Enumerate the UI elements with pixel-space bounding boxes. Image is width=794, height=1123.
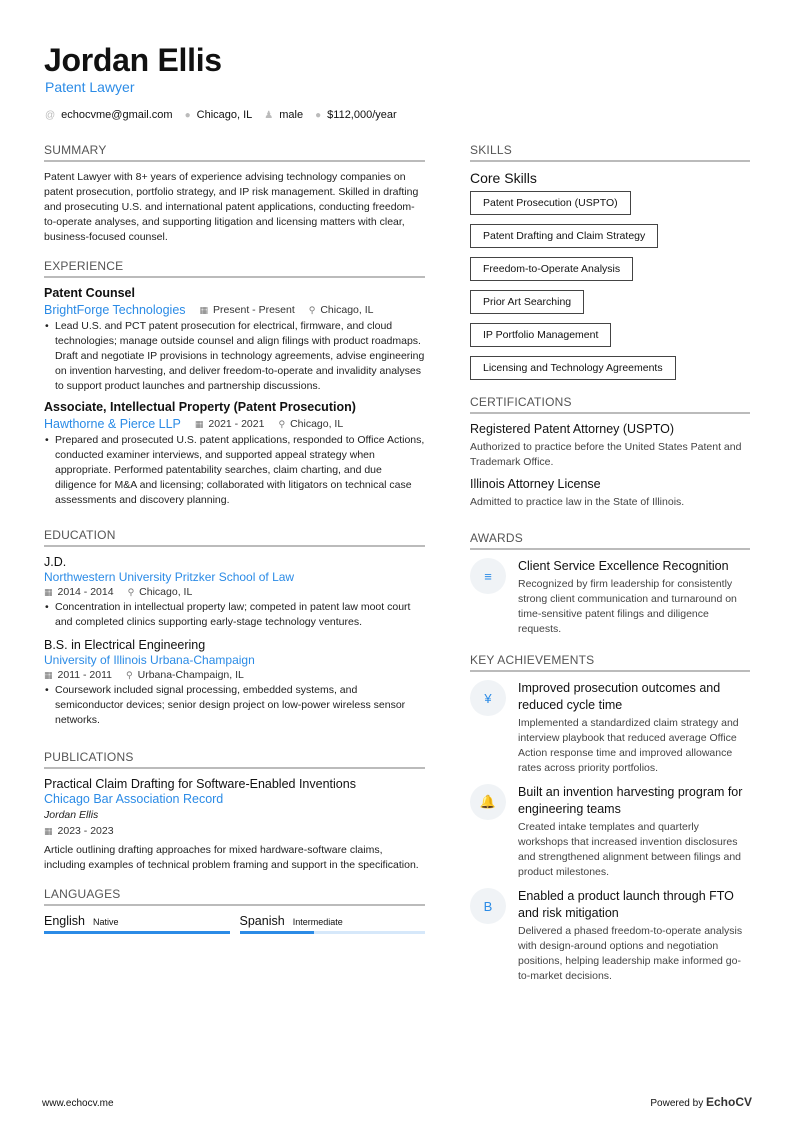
language-level: Native xyxy=(93,917,119,927)
footer-website[interactable]: www.echocv.me xyxy=(42,1098,114,1109)
powered-by: Powered by xyxy=(650,1098,704,1109)
achievements-text: Created intake templates and quarterly workshops that increased invention disclosures and strengthened alignment between filings and product milestones. xyxy=(518,821,741,878)
location-icon: ● xyxy=(184,109,191,121)
skills-heading: SKILLS xyxy=(470,143,750,162)
letter-b-icon: B xyxy=(470,888,506,924)
calendar-icon: ▦ xyxy=(194,418,204,429)
language-item xyxy=(44,914,230,934)
achievements-item xyxy=(470,680,750,776)
location-icon: ⚲ xyxy=(126,669,133,680)
language-bar xyxy=(44,931,230,934)
email[interactable]: echocvme@gmail.com xyxy=(61,109,173,121)
certifications-heading: CERTIFICATIONS xyxy=(470,395,750,414)
contact-info xyxy=(45,109,397,121)
language-item xyxy=(240,914,426,934)
awards-heading: AWARDS xyxy=(470,531,750,550)
location-icon: ⚲ xyxy=(278,418,286,429)
awards-item xyxy=(470,558,750,637)
brand-logo[interactable]: EchoCV xyxy=(705,1095,752,1109)
summary-text: Patent Lawyer with 8+ years of experience advising technology companies on patent prosecution, portfolio strategy, and IP risk management. Skilled in drafting and prosecuting U.S. and international patent applications, conducting freedom-to-operate analyses, and supporting litigation and licensing matters with clear, business-focused counsel. xyxy=(44,171,419,243)
person-icon: ♟ xyxy=(264,109,274,121)
education-dates: 2011 - 2011 xyxy=(57,669,113,681)
achievements-item xyxy=(470,784,750,880)
certification-name: Registered Patent Attorney (USPTO) xyxy=(470,422,675,436)
experience-dates: 2021 - 2021 xyxy=(208,418,265,430)
education-item xyxy=(44,555,425,630)
job-title: Patent Lawyer xyxy=(45,79,135,95)
company-name: BrightForge Technologies xyxy=(44,303,186,317)
right-column xyxy=(470,143,750,992)
education-heading: EDUCATION xyxy=(44,528,425,547)
education-item xyxy=(44,638,425,728)
degree: B.S. in Electrical Engineering xyxy=(44,638,206,652)
publications-heading: PUBLICATIONS xyxy=(44,750,425,769)
left-column xyxy=(44,143,425,934)
bell-icon: 🔔 xyxy=(470,784,506,820)
language-name: English xyxy=(44,914,85,928)
certification-name: Illinois Attorney License xyxy=(470,477,601,491)
experience-bullet: • Lead U.S. and PCT patent prosecution for electrical, firmware, and cloud technologies; manage outside counsel and align filings with product roadmaps. Draft and negotiate IP provisions in technology agreements, advise engineering on invention harvesting, and deliver freedom-to-operate and invalidity analyses to support product launches and partnership discussions. xyxy=(44,319,425,394)
skills-group: Core Skills xyxy=(470,170,537,186)
calendar-icon: ▦ xyxy=(44,586,53,597)
education-location: Chicago, IL xyxy=(139,586,193,598)
location-icon: ⚲ xyxy=(127,586,135,597)
calendar-icon: ▦ xyxy=(199,304,209,315)
school: Northwestern University Pritzker School of Law xyxy=(44,570,295,584)
achievements-title: Enabled a product launch through FTO and risk mitigation xyxy=(518,889,734,920)
education-location: Urbana-Champaign, IL xyxy=(137,669,244,681)
publication-publisher: Chicago Bar Association Record xyxy=(44,792,224,806)
publication-author: Jordan Ellis xyxy=(44,809,99,821)
skill-tag: Prior Art Searching xyxy=(470,290,584,314)
experience-location: Chicago, IL xyxy=(290,418,344,430)
experience-dates: Present - Present xyxy=(213,304,295,316)
education-dates: 2014 - 2014 xyxy=(57,586,114,598)
awards-text: Recognized by firm leadership for consistently strong client communication and turnaround on time-sensitive patent filings and diligence requests. xyxy=(518,578,737,635)
publication-item xyxy=(44,777,425,873)
certification-item xyxy=(470,477,750,510)
money-icon: ● xyxy=(315,109,322,121)
school: University of Illinois Urbana-Champaign xyxy=(44,653,255,667)
skill-tag: Patent Drafting and Claim Strategy xyxy=(470,224,658,248)
degree: J.D. xyxy=(44,555,67,569)
calendar-icon: ▦ xyxy=(44,825,53,836)
achievements-text: Delivered a phased freedom-to-operate analysis with design-around options and negotiation positions, helping leadership make informed go-to-market decisions. xyxy=(518,925,743,982)
achievements-item xyxy=(470,888,750,984)
experience-item xyxy=(44,286,425,394)
at-icon: @ xyxy=(45,109,56,121)
salary: $112,000/year xyxy=(327,109,397,121)
calendar-icon: ▦ xyxy=(44,669,53,680)
publication-text: Article outlining drafting approaches for mixed hardware-software claims, including examples of technical problem framing and support in the specification. xyxy=(44,844,419,871)
language-bar-fill xyxy=(44,931,230,934)
achievements-text: Implemented a standardized claim strategy and interview playbook that reduced average Office Action response time and improved allowance rates across priority portfolios. xyxy=(518,717,739,774)
achievements-heading: KEY ACHIEVEMENTS xyxy=(470,653,750,672)
experience-bullet: • Prepared and prosecuted U.S. patent applications, responded to Office Actions, conducted examiner interviews, and supported appeal strategy when appropriate. Performed patentability searches, claim charting, and due diligence for M&A and licensing; collaborated with litigators on technical case assessments and discovery planning. xyxy=(44,433,425,508)
menu-icon: ≡ xyxy=(470,558,506,594)
experience-item xyxy=(44,400,425,508)
languages-heading: LANGUAGES xyxy=(44,887,425,906)
company-name: Hawthorne & Pierce LLP xyxy=(44,417,181,431)
publication-dates: 2023 - 2023 xyxy=(57,825,114,837)
footer-powered xyxy=(650,1095,752,1109)
achievements-title: Improved prosecution outcomes and reduced cycle time xyxy=(518,681,721,712)
yen-coin-icon: ¥ xyxy=(470,680,506,716)
certification-text: Admitted to practice law in the State of Illinois. xyxy=(470,496,685,508)
experience-heading: EXPERIENCE xyxy=(44,259,425,278)
language-bar-fill xyxy=(240,931,314,934)
certification-item xyxy=(470,422,750,470)
location-icon: ⚲ xyxy=(308,304,316,315)
skill-tag: Licensing and Technology Agreements xyxy=(470,356,676,380)
skill-tag: Patent Prosecution (USPTO) xyxy=(470,191,631,215)
language-name: Spanish xyxy=(239,914,285,928)
experience-location: Chicago, IL xyxy=(320,304,374,316)
publication-title: Practical Claim Drafting for Software-Enabled Inventions xyxy=(44,777,356,791)
certification-text: Authorized to practice before the United States Patent and Trademark Office. xyxy=(470,441,742,468)
experience-title: Patent Counsel xyxy=(44,286,135,300)
summary-heading: SUMMARY xyxy=(44,143,425,162)
gender: male xyxy=(279,109,304,121)
language-level: Intermediate xyxy=(292,917,343,927)
education-bullet: • Concentration in intellectual property law; competed in patent law moot court and completed clinics supporting early-stage technology ventures. xyxy=(44,600,425,630)
location: Chicago, IL xyxy=(196,109,253,121)
awards-title: Client Service Excellence Recognition xyxy=(518,559,729,573)
achievements-title: Built an invention harvesting program for engineering teams xyxy=(518,785,743,816)
candidate-name: Jordan Ellis xyxy=(44,42,222,78)
skill-tag: IP Portfolio Management xyxy=(470,323,611,347)
education-bullet: • Coursework included signal processing, embedded systems, and semiconductor devices; senior design project on low-power wireless sensor networks. xyxy=(44,683,425,728)
language-bar xyxy=(240,931,426,934)
experience-title: Associate, Intellectual Property (Patent Prosecution) xyxy=(44,400,356,414)
skill-tag: Freedom-to-Operate Analysis xyxy=(470,257,633,281)
